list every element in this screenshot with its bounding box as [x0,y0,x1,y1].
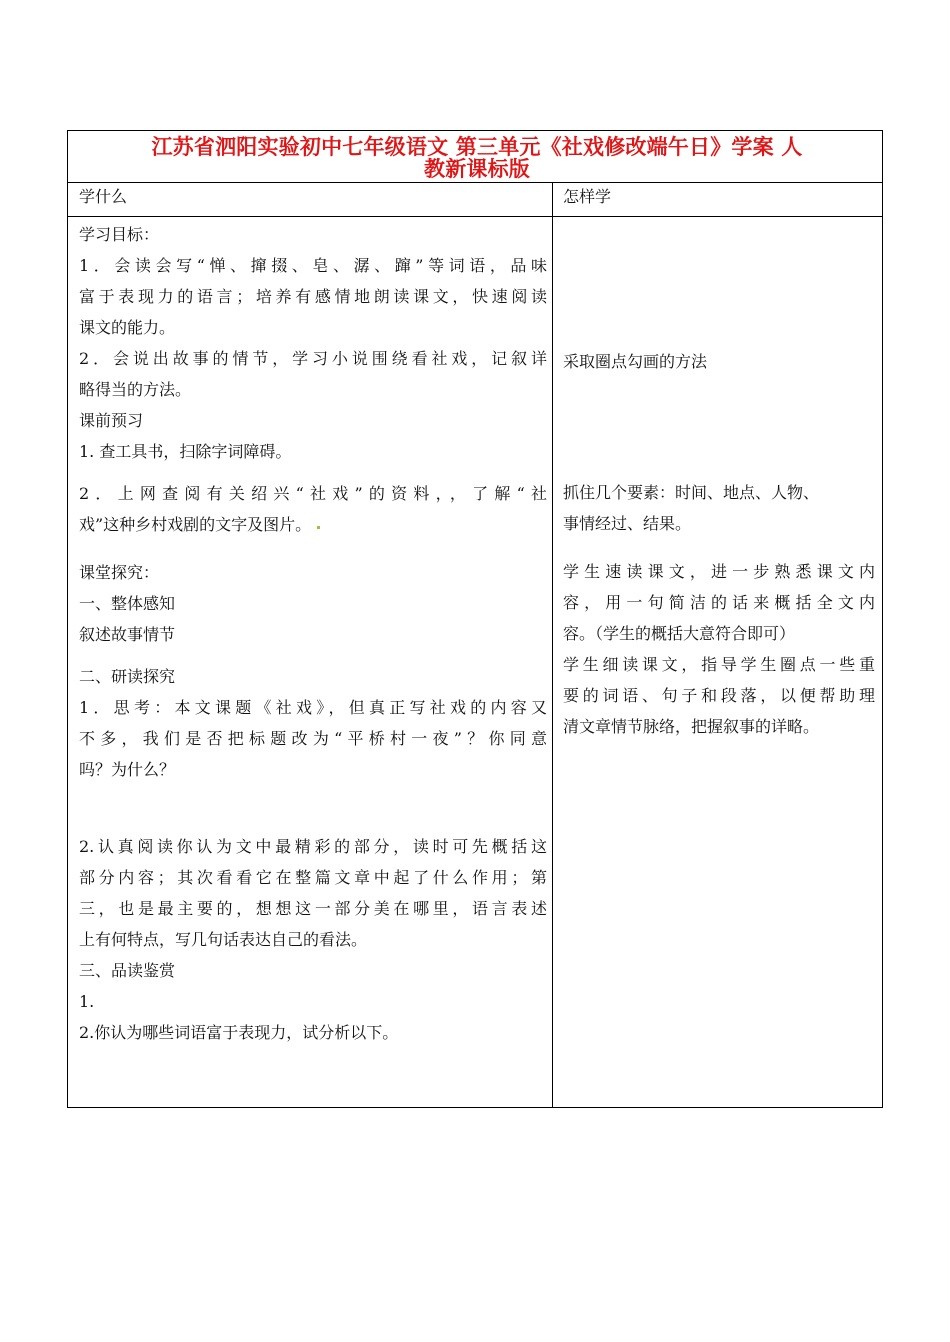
method-line: 采取圈点勾画的方法 [563,352,708,371]
title-row [68,131,882,183]
method-line: 容，用一句简洁的话来概括全文内 [563,593,875,612]
column-header-what-to-learn: 学什么 [79,187,128,206]
lesson-plan-table [67,130,883,1108]
preview-task-2-line [79,509,547,540]
title-line-1: 江苏省泗阳实验初中七年级语文 第三单元《社戏修改端午日》学案 人 [151,134,803,159]
question-1-line: 1．思考：本文课题《社戏》，但真正写社戏的内容又 [79,698,547,717]
question-1-line: 不多，我们是否把标题改为“平桥村一夜”？你同意 [79,729,547,748]
objective-1-line: 1．会读会写“惮、撺掇、皂、潺、蹿”等词语，品味 [79,256,547,275]
preview-task-2-text: 戏”这种乡村戏剧的文字及图片。 [79,515,312,534]
spacer [79,467,547,478]
objective-1-line: 富于表现力的语言；培养有感情地朗读课文，快速阅读 [79,287,547,306]
subheading-study-explore: 二、研读探究 [79,667,176,686]
preview-task-1: 1. 查工具书，扫除字词障碍。 [79,442,292,461]
appreciation-item-2: 2.你认为哪些词语富于表现力，试分析以下。 [79,1023,399,1042]
section-heading-preview: 课前预习 [79,411,144,430]
method-line: 学生速读课文，进一步熟悉课文内 [563,562,875,581]
spacer [79,650,547,661]
column-header-how-to-learn: 怎样学 [563,187,612,206]
section-heading-objectives: 学习目标： [79,225,160,244]
appreciation-item-1: 1. [79,992,95,1011]
objective-1-line: 课文的能力。 [79,318,176,337]
question-2-line: 三，也是最主要的，想想这一部分美在哪里，语言表述 [79,899,547,918]
objective-2-line: 略得当的方法。 [79,380,192,399]
question-2-line: 上有何特点，写几句话表达自己的看法。 [79,930,368,949]
column-divider [552,183,553,1107]
objective-2-line: 2．会说出故事的情节，学习小说围绕看社戏，记叙详 [79,349,547,368]
title-line-2: 教新课标版 [424,156,530,181]
question-2-line: 部分内容；其次看看它在整篇文章中起了什么作用；第 [79,868,547,887]
method-line: 事情经过、结果。 [563,514,692,533]
spacer [79,540,547,557]
method-reading [563,556,875,742]
preview-task-2-line: 2．上网查阅有关绍兴“社戏”的资料，，了解“社 [79,484,547,503]
task-narrate-plot: 叙述故事情节 [79,625,176,644]
question-1-line: 吗？为什么？ [79,760,176,779]
subheading-appreciation: 三、品读鉴赏 [79,961,176,980]
section-heading-classroom: 课堂探究： [79,563,160,582]
method-line: 抓住几个要素：时间、地点、人物、 [563,483,820,502]
method-line: 容。（学生的概括大意符合即可） [563,624,796,643]
document-title [78,136,876,180]
method-line: 清文章情节脉络，把握叙事的详略。 [563,717,820,736]
learning-content-column [79,219,547,1048]
method-line: 学生细读课文，指导学生圈点一些重 [563,655,875,674]
stray-mark [317,526,320,529]
spacer [79,785,547,831]
subheading-overall-perception: 一、整体感知 [79,594,176,613]
method-circle-mark [563,346,875,377]
header-row [68,183,882,217]
question-2-line: 2.认真阅读你认为文中最精彩的部分，读时可先概括这 [79,837,547,856]
method-line: 要的词语、句子和段落，以便帮助理 [563,686,875,705]
method-key-elements [563,477,875,539]
